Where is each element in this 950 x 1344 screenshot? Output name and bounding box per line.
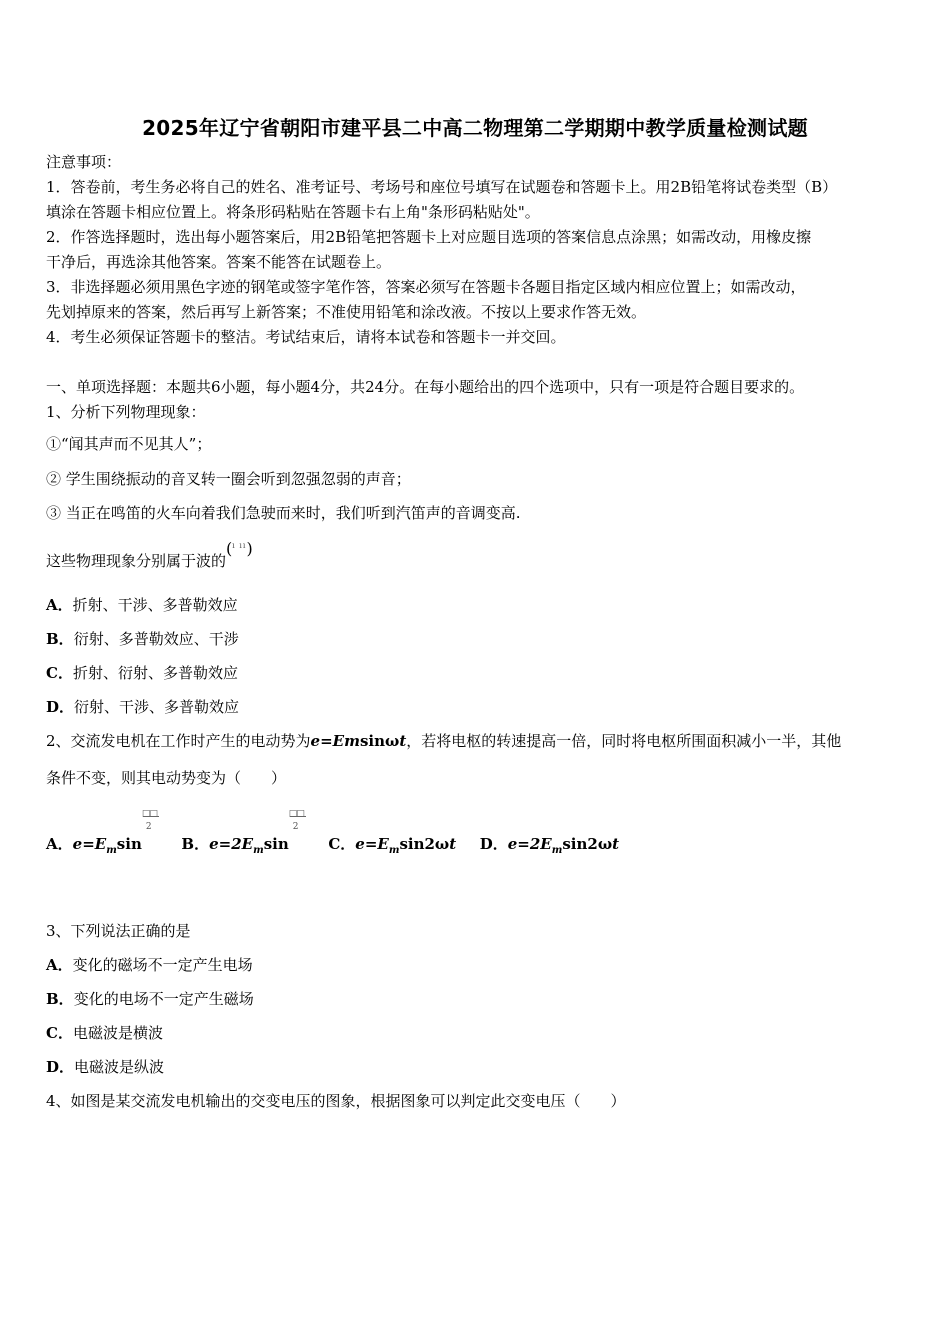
q1-phenomenon-2: ② 学生围绕振动的音叉转一圈会听到忽强忽弱的声音；: [46, 470, 411, 488]
q2-options: [46, 809, 620, 861]
q3-option-a: A．变化的磁场不一定产生电场: [46, 956, 253, 974]
q3-option-c: C．电磁波是横波: [46, 1024, 163, 1042]
q1-option-d: D．衍射、干涉、多普勒效应: [46, 698, 240, 716]
notice-line-3: 2．作答选择题时，选出每小题答案后，用2B铅笔把答题卡上对应题目选项的答案信息点涂黑；如需改动，用橡皮擦: [46, 228, 812, 246]
q1-option-b: B．衍射、多普勒效应、干涉: [46, 630, 239, 648]
q2-option-c: C．$e=E_m\sin 2\omega t$: [328, 835, 457, 856]
fraction-omega-over-2: □□ 2: [288, 809, 304, 832]
q3-stem: 3、下列说法正确的是: [46, 922, 191, 940]
section-heading: 一、单项选择题：本题共6小题，每小题4分，共24分。在每小题给出的四个选项中，只有一项是符合题目要求的。: [46, 378, 805, 396]
q1-stem: 1、分析下列物理现象：: [46, 403, 206, 421]
notice-line-5: 3．非选择题必须用黑色字迹的钢笔或签字笔作答，答案必须写在答题卡各题目指定区域内相应位置上；如需改动，: [46, 278, 806, 296]
notice-line-7: 4．考生必须保证答题卡的整洁。考试结束后，请将本试卷和答题卡一并交回。: [46, 328, 566, 346]
q1-phenomenon-1: ①“闻其声而不见其人”；: [46, 435, 212, 453]
notice-line-4: 干净后，再选涂其他答案。答案不能答在试题卷上。: [46, 253, 392, 271]
q4-stem: 4、如图是某交流发电机输出的交变电压的图象，根据图象可以判定此交变电压（ ）: [46, 1092, 626, 1110]
q1-question-text: 这些物理现象分别属于波的: [46, 552, 227, 570]
q1-option-a: A．折射、干涉、多普勒效应: [46, 596, 238, 614]
notice-line-1: 1．答卷前，考生务必将自己的姓名、准考证号、考场号和座位号填写在试题卷和答题卡上。用2B铅笔将试卷类型（B）: [46, 178, 838, 196]
q2-stem-line-1: 2、交流发电机在工作时产生的电动势为e=Emsinωt，若将电枢的转速提高一倍，同时将电枢所围面积减小一半，其他: [46, 732, 842, 750]
q2-option-d: D．$e=2E_m\sin 2\omega t$: [479, 835, 620, 856]
q3-option-d: D．电磁波是纵波: [46, 1058, 165, 1076]
q2-option-b: B．$e=2E_m\sin$ □□ 2: [181, 835, 306, 853]
q1-phenomenon-3: ③ 当正在鸣笛的火车向着我们急驶而来时，我们听到汽笛声的音调变高.: [46, 504, 521, 522]
q2-stem-line-2: 条件不变，则其电动势变为（ ）: [46, 769, 287, 787]
notice-line-6: 先划掉原来的答案，然后再写上新答案；不准使用铅笔和涂改液。不按以上要求作答无效。: [46, 303, 647, 321]
notice-heading: 注意事项：: [46, 153, 122, 171]
fraction-omega-over-2: □□ 2: [141, 809, 157, 832]
q2-option-a: A．$e=E_m\sin$ □□ 2: [46, 835, 160, 853]
q2-emf-formula: e=Em: [310, 732, 360, 750]
q1-answer-mark: ı ıı: [232, 541, 247, 550]
q3-option-b: B．变化的电场不一定产生磁场: [46, 990, 254, 1008]
page-title: 2025年辽宁省朝阳市建平县二中高二物理第二学期期中教学质量检测试题: [142, 116, 808, 140]
notice-line-2: 填涂在答题卡相应位置上。将条形码粘贴在答题卡右上角"条形码粘贴处"。: [46, 203, 540, 221]
q1-answer-paren: ($^{ı ıı}$): [226, 539, 253, 558]
q1-option-c: C．折射、衍射、多普勒效应: [46, 664, 238, 682]
q1-question: [46, 539, 253, 571]
